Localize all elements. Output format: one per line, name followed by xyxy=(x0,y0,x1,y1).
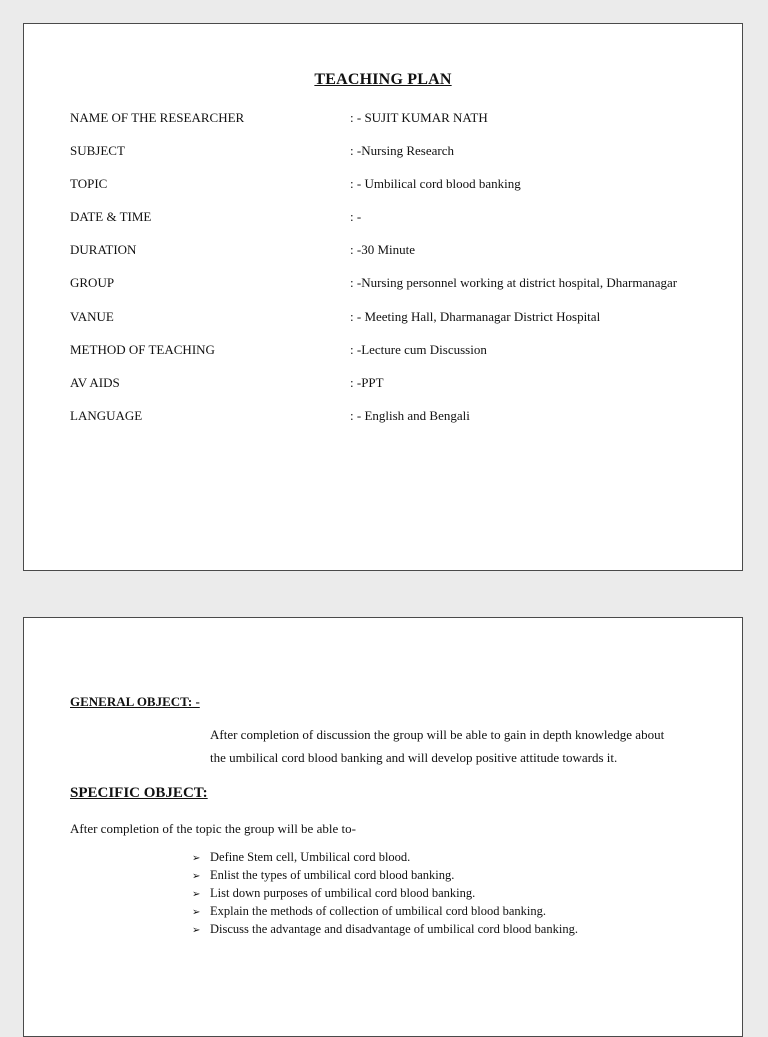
field-label: DURATION xyxy=(70,242,137,257)
list-item-text: List down purposes of umbilical cord blood banking. xyxy=(210,886,476,900)
field-row-venue xyxy=(70,309,600,325)
list-item-text: Explain the methods of collection of umbilical cord blood banking. xyxy=(210,904,547,918)
field-value: : - Meeting Hall, Dharmanagar District Hospital xyxy=(350,309,601,324)
document-page-1 xyxy=(23,23,743,571)
field-label: NAME OF THE RESEARCHER xyxy=(70,110,245,125)
field-value: : - English and Bengali xyxy=(350,408,470,423)
field-row-method xyxy=(70,342,487,358)
arrow-bullet-icon: ➢ xyxy=(192,853,201,864)
arrow-bullet-icon: ➢ xyxy=(192,871,201,882)
objectives-list xyxy=(192,848,578,938)
field-row-av-aids xyxy=(70,375,384,391)
list-item-text: Enlist the types of umbilical cord blood banking. xyxy=(210,868,455,882)
arrow-bullet-icon: ➢ xyxy=(192,889,201,900)
field-label: VANUE xyxy=(70,309,114,324)
list-item xyxy=(192,884,578,902)
field-value: : - xyxy=(350,209,362,224)
document-page-2 xyxy=(23,617,743,1037)
field-row-subject xyxy=(70,143,454,159)
general-object-heading: GENERAL OBJECT: - xyxy=(70,694,200,709)
list-item-text: Define Stem cell, Umbilical cord blood. xyxy=(210,850,411,864)
field-value: : -Nursing Research xyxy=(350,143,454,158)
field-row-duration xyxy=(70,242,415,258)
specific-object-heading: SPECIFIC OBJECT: xyxy=(70,785,208,801)
field-row-date-time xyxy=(70,209,361,225)
field-value: : -PPT xyxy=(350,375,384,390)
field-value: : -Lecture cum Discussion xyxy=(350,342,487,357)
arrow-bullet-icon: ➢ xyxy=(192,925,201,936)
field-row-researcher xyxy=(70,110,488,126)
field-label: TOPIC xyxy=(70,176,108,191)
field-label: DATE & TIME xyxy=(70,209,152,224)
general-object-text-line-2: the umbilical cord blood banking and will develop positive attitude towards it. xyxy=(210,750,618,765)
field-value: : - Umbilical cord blood banking xyxy=(350,176,521,191)
field-value: : -30 Minute xyxy=(350,242,415,257)
list-item xyxy=(192,920,578,938)
arrow-bullet-icon: ➢ xyxy=(192,907,201,918)
field-label: SUBJECT xyxy=(70,143,125,158)
field-label: GROUP xyxy=(70,275,115,290)
general-object-text-line-1: After completion of discussion the group will be able to gain in depth knowledge about xyxy=(210,727,665,742)
list-item xyxy=(192,848,578,866)
specific-object-intro: After completion of the topic the group will be able to- xyxy=(70,821,356,836)
list-item-text: Discuss the advantage and disadvantage of umbilical cord blood banking. xyxy=(210,922,578,936)
field-row-language xyxy=(70,408,470,424)
field-label: LANGUAGE xyxy=(70,408,143,423)
field-row-group xyxy=(70,275,677,291)
field-value: : -Nursing personnel working at district hospital, Dharmanagar xyxy=(350,275,678,290)
field-value: : - SUJIT KUMAR NATH xyxy=(350,110,488,125)
field-row-topic xyxy=(70,176,521,192)
list-item xyxy=(192,866,578,884)
list-item xyxy=(192,902,578,920)
field-label: METHOD OF TEACHING xyxy=(70,342,215,357)
page-title: TEACHING PLAN xyxy=(314,71,452,88)
field-label: AV AIDS xyxy=(70,375,120,390)
